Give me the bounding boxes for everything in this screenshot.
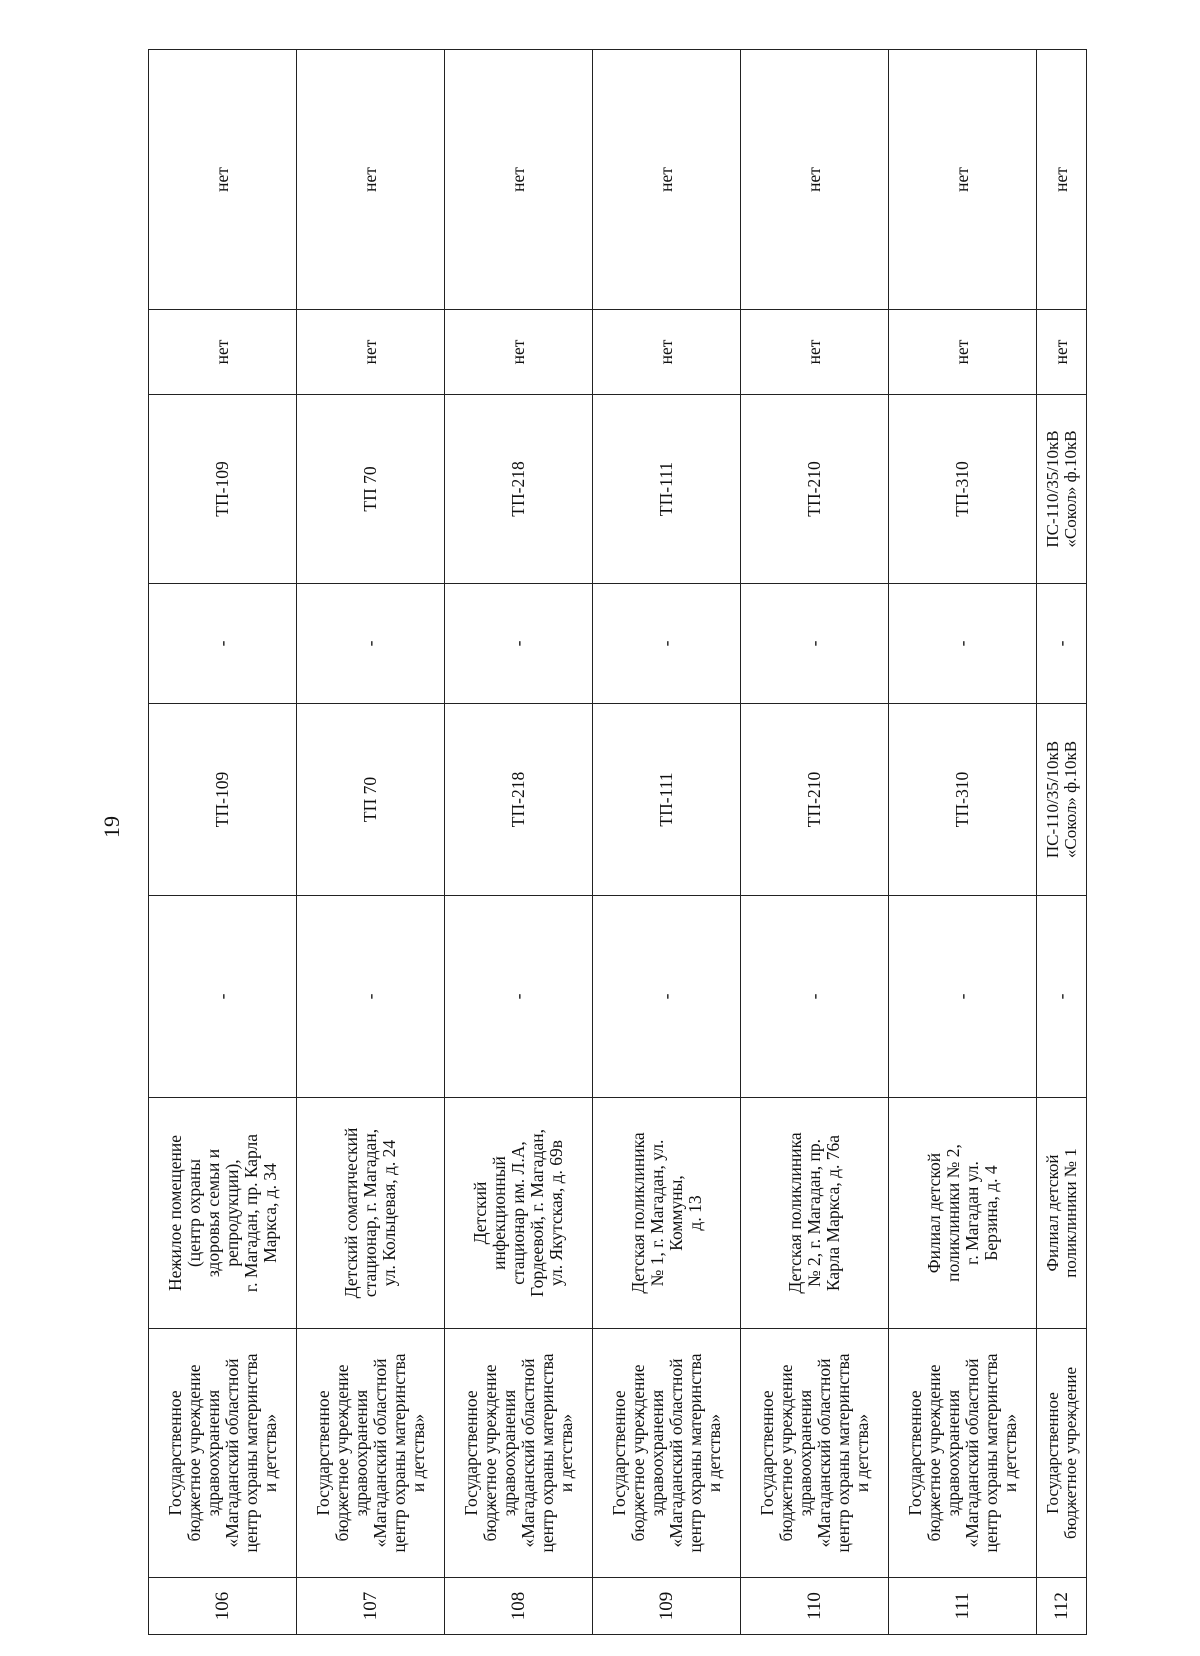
substation-cell: ПС-110/35/10кВ «Сокол» ф.10кВ [1037, 704, 1087, 896]
organization-cell: Государственное бюджетное учреждение здравоохранения «Магаданский областной центр охраны материнства и детства» [297, 1329, 445, 1578]
substation-cell: ТП-210 [741, 395, 889, 584]
table-cell: нет [149, 310, 297, 395]
substation-cell: ТП-111 [593, 395, 741, 584]
table-cell: - [741, 896, 889, 1098]
table-cell: - [593, 896, 741, 1098]
row-number: 109 [593, 1578, 741, 1635]
object-cell: Детская поликлиника № 1, г. Магадан, ул. Коммуны, д. 13 [593, 1098, 741, 1329]
substation-cell: ТП-218 [445, 704, 593, 896]
table-cell: нет [297, 310, 445, 395]
table-cell: нет [593, 310, 741, 395]
object-cell: Детский инфекционный стационар им. Л.А, Гордеевой, г. Магадан, ул. Якутская, д. 69в [445, 1098, 593, 1329]
table-cell: - [297, 584, 445, 704]
table-cell: - [889, 584, 1037, 704]
table-cell: нет [741, 50, 889, 310]
table-cell: нет [1037, 310, 1087, 395]
page-number: 19 [99, 816, 124, 838]
table-row [593, 50, 741, 1635]
object-cell: Филиал детской поликлиники № 1 [1037, 1098, 1087, 1329]
table-row [149, 50, 297, 1635]
object-cell: Филиал детской поликлиники № 2, г. Магадан ул. Берзина, д. 4 [889, 1098, 1037, 1329]
substation-cell: ТП-111 [593, 704, 741, 896]
table-cell: нет [741, 310, 889, 395]
substation-cell: ТП 70 [297, 395, 445, 584]
organization-cell: Государственное бюджетное учреждение здравоохранения «Магаданский областной центр охраны материнства и детства» [889, 1329, 1037, 1578]
table-cell: нет [445, 50, 593, 310]
table-cell: - [445, 896, 593, 1098]
table-cell: нет [889, 310, 1037, 395]
rotated-table-container [148, 50, 1086, 1635]
row-number: 108 [445, 1578, 593, 1635]
table-row [445, 50, 593, 1635]
object-cell: Детский соматический стационар, г. Магадан, ул. Кольцевая, д. 24 [297, 1098, 445, 1329]
power-supply-table [148, 49, 1087, 1635]
table-row [297, 50, 445, 1635]
table-cell: - [741, 584, 889, 704]
substation-cell: ТП 70 [297, 704, 445, 896]
table-cell: нет [445, 310, 593, 395]
table-cell: - [889, 896, 1037, 1098]
row-number: 112 [1037, 1578, 1087, 1635]
substation-cell: ТП-218 [445, 395, 593, 584]
table-row [741, 50, 889, 1635]
table-row [889, 50, 1037, 1635]
organization-cell: Государственное бюджетное учреждение здравоохранения «Магаданский областной центр охраны материнства и детства» [593, 1329, 741, 1578]
table-cell: - [1037, 896, 1087, 1098]
organization-cell: Государственное бюджетное учреждение здравоохранения «Магаданский областной центр охраны материнства и детства» [741, 1329, 889, 1578]
object-cell: Нежилое помещение (центр охраны здоровья семьи и репродукции), г. Магадан, пр. Карла Маркса, д. 34 [149, 1098, 297, 1329]
table-cell: нет [297, 50, 445, 310]
table-cell: нет [1037, 50, 1087, 310]
substation-cell: ТП-210 [741, 704, 889, 896]
table-cell: - [593, 584, 741, 704]
table-cell: - [149, 584, 297, 704]
substation-cell: ПС-110/35/10кВ «Сокол» ф.10кВ [1037, 395, 1087, 584]
table-cell: - [445, 584, 593, 704]
table-row [1037, 50, 1087, 1635]
table-cell: нет [149, 50, 297, 310]
row-number: 111 [889, 1578, 1037, 1635]
row-number: 110 [741, 1578, 889, 1635]
substation-cell: ТП-109 [149, 704, 297, 896]
table-cell: - [1037, 584, 1087, 704]
object-cell: Детская поликлиника № 2, г. Магадан, пр. Карла Маркса, д. 76а [741, 1098, 889, 1329]
row-number: 106 [149, 1578, 297, 1635]
table-cell: нет [593, 50, 741, 310]
table-cell: нет [889, 50, 1037, 310]
table-cell: - [297, 896, 445, 1098]
organization-cell: Государственное бюджетное учреждение [1037, 1329, 1087, 1578]
substation-cell: ТП-310 [889, 704, 1037, 896]
table-cell: - [149, 896, 297, 1098]
organization-cell: Государственное бюджетное учреждение здравоохранения «Магаданский областной центр охраны материнства и детства» [445, 1329, 593, 1578]
substation-cell: ТП-310 [889, 395, 1037, 584]
row-number: 107 [297, 1578, 445, 1635]
substation-cell: ТП-109 [149, 395, 297, 584]
organization-cell: Государственное бюджетное учреждение здравоохранения «Магаданский областной центр охраны материнства и детства» [149, 1329, 297, 1578]
